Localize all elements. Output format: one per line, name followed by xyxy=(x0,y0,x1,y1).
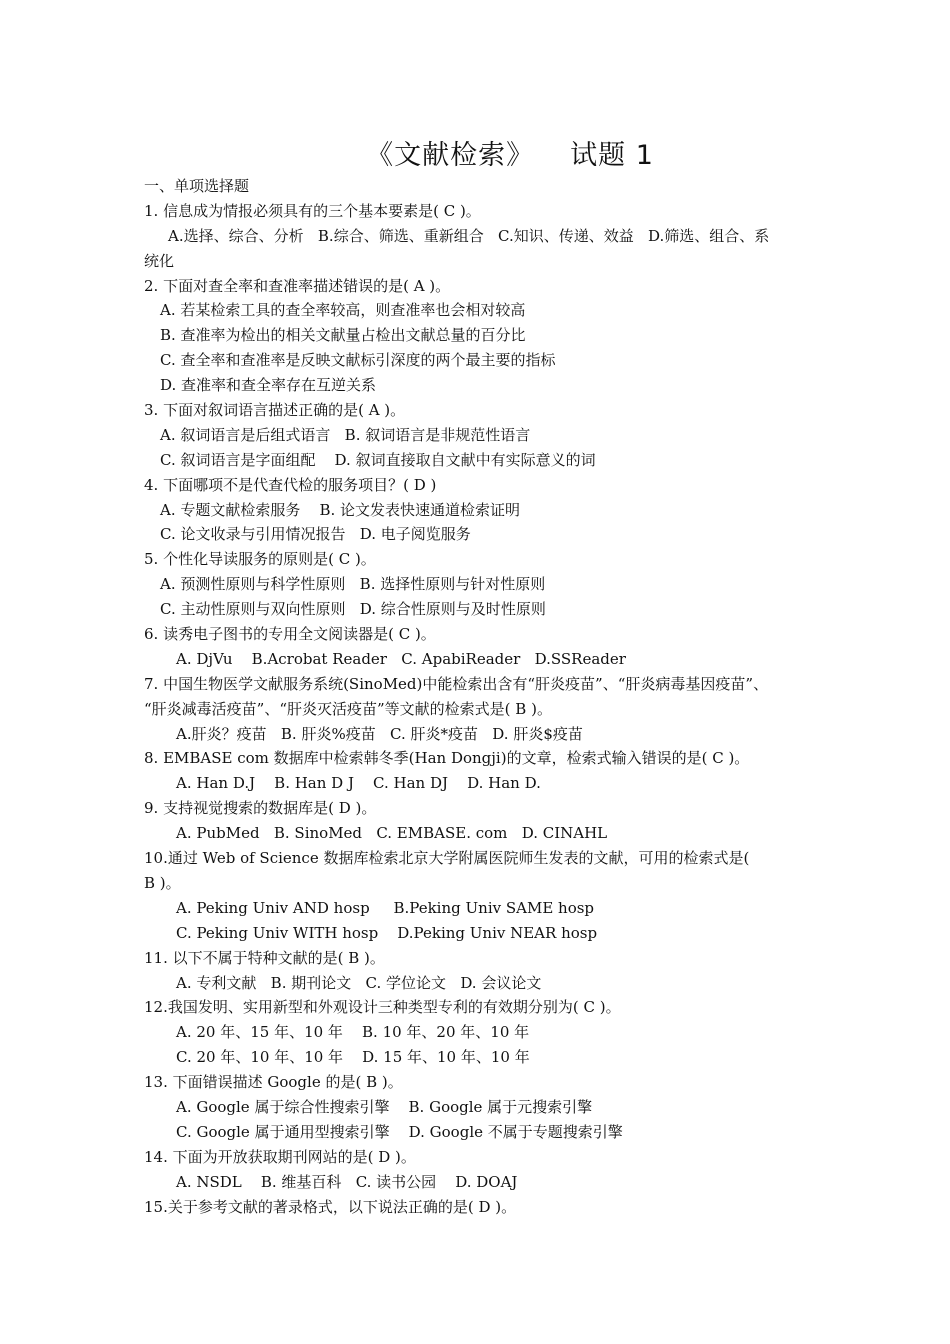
question-5: 5. 个性化导读服务的原则是( C )。 xyxy=(144,550,376,569)
page-title xyxy=(0,133,950,172)
question-1: 1. 信息成为情报必须具有的三个基本要素是( C )。 xyxy=(144,201,481,220)
question-5-options-cd: C. 主动性原则与双向性原则 D. 综合性原则与及时性原则 xyxy=(160,600,546,619)
question-10-options-ab: A. Peking Univ AND hosp B.Peking Univ SAME hosp xyxy=(176,898,595,917)
question-9: 9. 支持视觉搜索的数据库是( D )。 xyxy=(144,799,377,818)
question-12-options-ab: A. 20 年、15 年、10 年 B. 10 年、20 年、10 年 xyxy=(176,1023,530,1042)
question-15: 15.关于参考文献的著录格式，以下说法正确的是( D )。 xyxy=(144,1197,517,1216)
question-3-options-cd: C. 叙词语言是字面组配 D. 叙词直接取自文献中有实际意义的词 xyxy=(160,450,596,469)
question-12-options-cd: C. 20 年、10 年、10 年 D. 15 年、10 年、10 年 xyxy=(176,1048,530,1067)
exam-content xyxy=(144,174,844,1219)
question-11: 11. 以下不属于特种文献的是( B )。 xyxy=(144,948,385,967)
question-4-options-ab: A. 专题文献检索服务 B. 论文发表快速通道检索证明 xyxy=(160,500,521,519)
question-8: 8. EMBASE com 数据库中检索韩冬季(Han Dongji)的文章，检索式输入错误的是( C )。 xyxy=(144,749,750,768)
section-heading: 一、单项选择题 xyxy=(144,177,250,195)
question-12: 12.我国发明、实用新型和外观设计三种类型专利的有效期分别为( C )。 xyxy=(144,998,621,1017)
question-7: 7. 中国生物医学文献服务系统(SinoMed)中能检索出含有“肝炎疫苗”、“肝炎病毒基因疫苗”、 xyxy=(144,674,769,693)
title-part-2: 试题 1 xyxy=(570,140,654,171)
question-10-options-cd: C. Peking Univ WITH hosp D.Peking Univ NEAR hosp xyxy=(176,923,598,942)
question-7-options: A.肝炎？疫苗 B. 肝炎%疫苗 C. 肝炎*疫苗 D. 肝炎$疫苗 xyxy=(176,724,583,743)
question-10-cont: B )。 xyxy=(144,873,181,892)
question-4-options-cd: C. 论文收录与引用情况报告 D. 电子阅览服务 xyxy=(160,525,471,544)
question-9-options: A. PubMed B. SinoMed C. EMBASE. com D. CINAHL xyxy=(176,824,608,843)
question-14: 14. 下面为开放获取期刊网站的是( D )。 xyxy=(144,1147,416,1166)
question-7-cont: “肝炎减毒活疫苗”、“肝炎灭活疫苗”等文献的检索式是( B )。 xyxy=(144,699,552,718)
question-6: 6. 读秀电子图书的专用全文阅读器是( C )。 xyxy=(144,625,436,644)
question-13-options-cd: C. Google 属于通用型搜索引擎 D. Google 不属于专题搜索引擎 xyxy=(176,1122,623,1141)
question-6-options: A. DjVu B.Acrobat Reader C. ApabiReader D.SSReader xyxy=(176,649,626,668)
question-3: 3. 下面对叙词语言描述正确的是( A )。 xyxy=(144,401,406,420)
question-1-options: A.选择、综合、分析 B.综合、筛选、重新组合 C.知识、传递、效益 D.筛选、组合、系 xyxy=(168,226,770,245)
question-13: 13. 下面错误描述 Google 的是( B )。 xyxy=(144,1073,403,1092)
question-10: 10.通过 Web of Science 数据库检索北京大学附属医院师生发表的文献，可用的检索式是( xyxy=(144,849,750,868)
question-2-option-a: A. 若某检索工具的查全率较高，则查准率也会相对较高 xyxy=(160,301,526,320)
question-5-options-ab: A. 预测性原则与科学性原则 B. 选择性原则与针对性原则 xyxy=(160,575,546,594)
question-3-options-ab: A. 叙词语言是后组式语言 B. 叙词语言是非规范性语言 xyxy=(160,425,531,444)
question-2: 2. 下面对查全率和查准率描述错误的是( A )。 xyxy=(144,276,451,295)
question-13-options-ab: A. Google 属于综合性搜索引擎 B. Google 属于元搜索引擎 xyxy=(176,1097,593,1116)
question-14-options: A. NSDL B. 维基百科 C. 读书公园 D. DOAJ xyxy=(176,1172,518,1191)
question-1-options-cont: 统化 xyxy=(144,251,175,270)
question-2-option-c: C. 查全率和查准率是反映文献标引深度的两个最主要的指标 xyxy=(160,351,556,370)
question-2-option-d: D. 查准率和查全率存在互逆关系 xyxy=(160,376,377,395)
question-11-options: A. 专利文献 B. 期刊论文 C. 学位论文 D. 会议论文 xyxy=(176,973,542,992)
question-4: 4. 下面哪项不是代查代检的服务项目？( D ) xyxy=(144,475,437,494)
question-8-options: A. Han D.J B. Han D J C. Han DJ D. Han D. xyxy=(176,774,541,793)
question-2-option-b: B. 查准率为检出的相关文献量占检出文献总量的百分比 xyxy=(160,326,526,345)
title-part-1: 《文献检索》 xyxy=(366,140,535,171)
